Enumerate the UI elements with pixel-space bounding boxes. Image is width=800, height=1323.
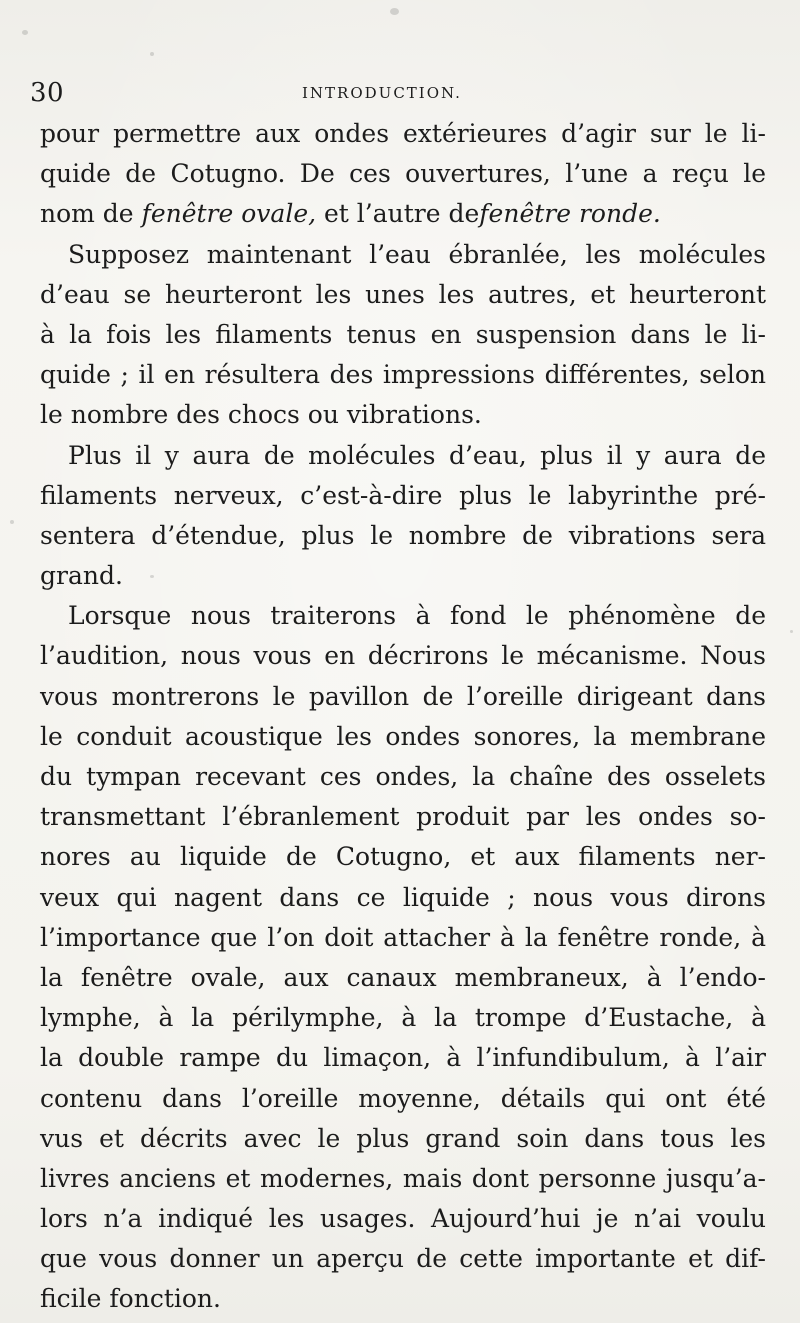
paper-speck bbox=[22, 30, 28, 35]
italic-term: fenêtre ronde. bbox=[479, 199, 661, 229]
text-line: vous montrerons le pavillon de l’oreille dirigeant dans bbox=[40, 681, 766, 711]
text-line: que vous donner un aperçu de cette importante et dif- bbox=[40, 1244, 766, 1274]
text-fragment: et l’autre de bbox=[324, 199, 480, 229]
page-header bbox=[30, 78, 770, 114]
text-line: sentera d’étendue, plus le nombre de vibrations sera bbox=[40, 520, 766, 550]
text-line: ficile fonction. bbox=[40, 1284, 221, 1314]
italic-term: fenêtre ovale, bbox=[141, 199, 317, 229]
paragraph-first-line: Supposez maintenant l’eau ébranlée, les molécules bbox=[68, 239, 766, 269]
paper-speck bbox=[10, 520, 14, 524]
text-line: l’importance que l’on doit attacher à la fenêtre ronde, à bbox=[40, 922, 766, 952]
paper-speck bbox=[150, 52, 154, 56]
paragraph-first-line: Plus il y aura de molécules d’eau, plus il y aura de bbox=[68, 440, 766, 470]
text-line: du tympan recevant ces ondes, la chaîne des osselets bbox=[40, 762, 766, 791]
text-line: nores au liquide de Cotugno, et aux filaments ner- bbox=[40, 842, 766, 872]
text-line: grand. bbox=[40, 561, 123, 591]
text-line: pour permettre aux ondes extérieures d’agir sur le li- bbox=[40, 119, 766, 148]
text-line: le conduit acoustique les ondes sonores, la membrane bbox=[40, 721, 766, 751]
text-line: lymphe, à la périlymphe, à la trompe d’Eustache, à bbox=[40, 1003, 766, 1033]
text-line: la double rampe du limaçon, à l’infundibulum, à l’air bbox=[40, 1043, 766, 1073]
text-line: d’eau se heurteront les unes les autres, et heurteront bbox=[40, 279, 766, 309]
text-line: transmettant l’ébranlement produit par les ondes so- bbox=[40, 802, 766, 832]
text-line: à la fois les filaments tenus en suspension dans le li- bbox=[40, 319, 766, 349]
body-text bbox=[40, 114, 766, 1320]
text-line bbox=[40, 194, 766, 234]
text-fragment: nom de bbox=[40, 199, 134, 229]
text-line: la fenêtre ovale, aux canaux membraneux, à l’endo- bbox=[40, 962, 766, 992]
paper-speck bbox=[790, 630, 793, 633]
text-line: livres anciens et modernes, mais dont personne jusqu’a- bbox=[40, 1163, 766, 1193]
text-line: le nombre des chocs ou vibrations. bbox=[40, 400, 482, 430]
text-line: l’audition, nous vous en décrirons le mécanisme. Nous bbox=[40, 641, 766, 671]
paragraph-first-line: Lorsque nous traiterons à fond le phénomène de bbox=[68, 601, 766, 631]
paper-speck bbox=[390, 8, 399, 15]
text-line: quide ; il en résultera des impressions différentes, selon bbox=[40, 360, 766, 390]
text-line: contenu dans l’oreille moyenne, détails qui ont été bbox=[40, 1083, 766, 1113]
text-line: lors n’a indiqué les usages. Aujourd’hui je n’ai voulu bbox=[40, 1204, 766, 1234]
page-number: 30 bbox=[30, 78, 65, 108]
text-line: quide de Cotugno. De ces ouvertures, l’une a reçu le bbox=[40, 159, 766, 189]
text-line: vus et décrits avec le plus grand soin dans tous les bbox=[40, 1123, 766, 1153]
text-line: filaments nerveux, c’est-à-dire plus le labyrinthe pré- bbox=[40, 480, 766, 510]
running-head: INTRODUCTION. bbox=[302, 84, 462, 102]
text-line: veux qui nagent dans ce liquide ; nous vous dirons bbox=[40, 882, 766, 912]
paper-speck bbox=[150, 575, 154, 578]
